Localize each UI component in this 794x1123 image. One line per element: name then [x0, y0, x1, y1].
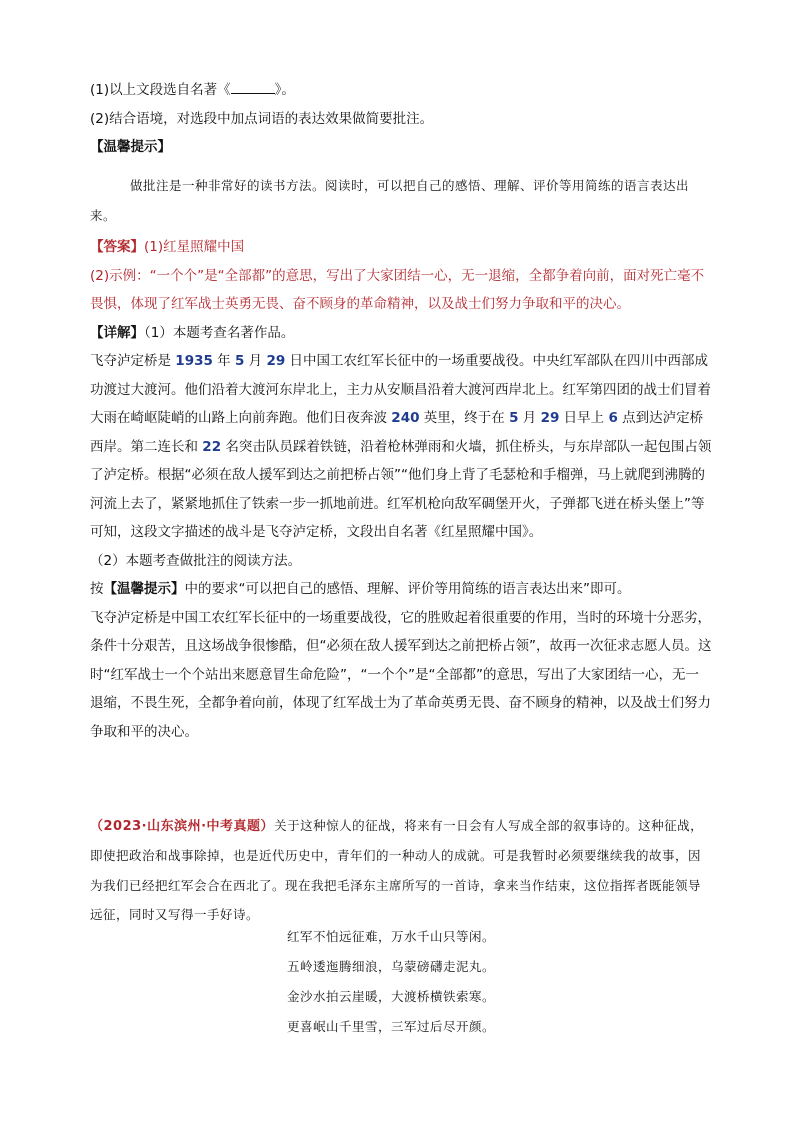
question-1	[90, 76, 712, 105]
text: 日早上	[559, 410, 609, 426]
question-1-prefix: (1)以上文段选自名著《	[90, 82, 231, 98]
poem	[287, 922, 587, 1042]
tip-reference: 【温馨提示】	[103, 581, 185, 597]
question-source: （2023·山东滨州·中考真题）	[90, 818, 275, 834]
poem-line: 更喜岷山千里雪，三军过后尽开颜。	[287, 1019, 496, 1034]
answer-line-1	[90, 233, 712, 262]
poem-line: 红军不怕远征难，万水千山只等闲。	[287, 929, 496, 944]
number: 22	[202, 438, 222, 455]
detail-paragraph-1	[90, 347, 712, 547]
next-question-passage	[90, 811, 712, 930]
number: 6	[608, 410, 618, 426]
number: 5	[509, 410, 519, 426]
detail-3	[90, 575, 712, 604]
answer-1: (1)红星照耀中国	[144, 239, 245, 255]
detail-label: 【详解】	[90, 324, 144, 341]
text: 英里，终于在	[419, 410, 510, 426]
passage-text: 关于这种惊人的征战，将来有一日会有人写成全部的叙事诗的。这种征战，即使把政治和战事除掉，也是近代历史中，青年们的一种动人的成就。可是我暂时必须要继续我的故事，因为我们已经把红军会合在西北了。现在我把毛泽东主席所写的一首诗，拿来当作结束，这位指挥者既能领导远征，同时又写得一手好诗。	[90, 817, 704, 922]
number: 5	[234, 353, 245, 369]
poem-line: 五岭逶迤腾细浪，乌蒙磅礴走泥丸。	[287, 959, 496, 974]
detail-paragraph-2: 飞夺泸定桥是中国工农红军长征中的一场重要战役，它的胜败起着很重要的作用，当时的环境十分恶劣，条件十分艰苦，且这场战争很惨酷，但“必须在敌人援军到达之前把桥占领”，故再一次征求志愿人员。这时“红军战士一个个站出来愿意冒生命危险”，“一个个”是“全部都”的意思，写出了大家团结一心，无一退缩，不畏生死，全都争着向前，体现了红军战士为了革命英勇无畏、奋不顾身的精神，以及战士们努力争取和平的决心。	[90, 609, 712, 740]
answer-label: 【答案】	[90, 239, 144, 255]
question-1-suffix: 》。	[274, 82, 295, 98]
number: 240	[391, 410, 420, 426]
tip-header: 【温馨提示】	[90, 139, 171, 155]
number: 29	[540, 410, 560, 426]
text: 按	[90, 581, 104, 597]
text: 年	[212, 353, 235, 369]
number: 1935	[175, 353, 213, 369]
answer-block	[90, 233, 712, 746]
text: 月	[518, 410, 541, 426]
number: 29	[266, 353, 286, 369]
answer-blank	[231, 79, 275, 94]
detail-2: （2）本题考查做批注的阅读方法。	[90, 552, 302, 569]
detail-1: （1）本题考查名著作品。	[144, 324, 295, 341]
poem-line: 金沙水拍云崖暖，大渡桥横铁索寒。	[287, 989, 496, 1004]
text: 日中国工农红军长征中的一场重要战役。中央红军部队在四川中西部成功渡过大渡河。他们沿着大渡河东岸北上，主力从安顺昌沿着大渡河西岸北上。红军第四团的战士们冒着大雨在崎岖陡峭的山路上向前奔跑。他们日夜奔波	[90, 353, 711, 426]
text: 中的要求“可以把自己的感悟、理解、评价等用简练的语言表达出来”即可。	[184, 581, 631, 597]
text: 飞夺泸定桥是	[90, 353, 176, 369]
text: 点到达泸定桥西岸。第二连长和	[90, 410, 704, 455]
detail-line-1	[90, 319, 712, 348]
question-2: (2)结合语境，对选段中加点词语的表达效果做简要批注。	[90, 110, 434, 127]
question-block	[90, 76, 712, 162]
tip-body: 做批注是一种非常好的读书方法。阅读时，可以把自己的感悟、理解、评价等用简练的语言表达出来。	[90, 178, 690, 223]
text: 月	[244, 353, 267, 369]
text: 名突击队员踩着铁链，沿着枪林弹雨和火墙，抓住桥头，与东岸部队一起包围占领了泸定桥。根据“必须在敌人援军到达之前把桥占领”“他们身上背了毛瑟枪和手榴弹，马上就爬到沸腾的河流上去了，紧紧地抓住了铁索一步一抓地前进。红军机枪向敌军碉堡开火，子弹都飞迸在桥头堡上”等可知，这段文字描述的战斗是飞夺泸定桥，文段出自名著《红星照耀中国》。	[90, 438, 712, 540]
answer-2: (2)示例：“一个个”是“全部都”的意思，写出了大家团结一心，无一退缩，全都争着向前，面对死亡毫不畏惧，体现了红军战士英勇无畏、奋不顾身的革命精神，以及战士们努力争取和平的决心。	[90, 267, 705, 312]
